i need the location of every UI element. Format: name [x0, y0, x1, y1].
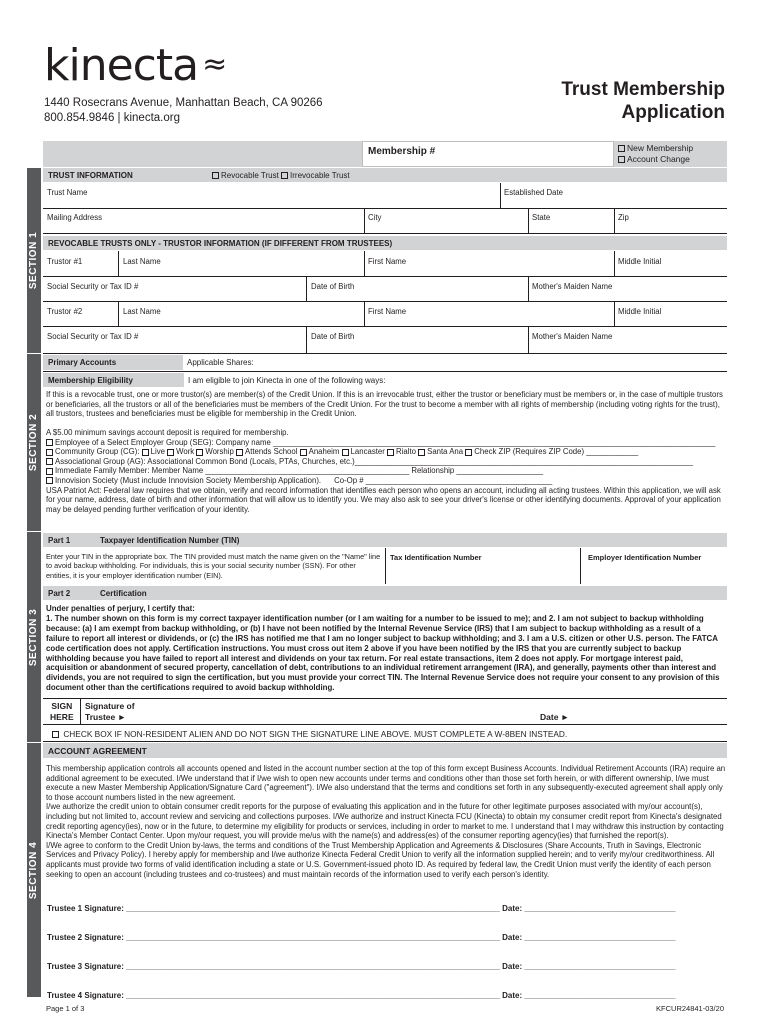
account-agreement-title: ACCOUNT AGREEMENT — [48, 746, 147, 756]
signature-trustee-field[interactable]: Signature of Trustee ► — [85, 701, 135, 722]
page-title: Trust Membership Application — [561, 79, 725, 123]
section-4-bar: SECTION 4 — [27, 743, 41, 997]
zip-field[interactable]: Zip — [618, 213, 629, 222]
cg-work-checkbox[interactable] — [167, 449, 174, 456]
sign-here-label: SIGN HERE — [50, 701, 74, 722]
ag-checkbox[interactable] — [46, 458, 53, 465]
mailing-address-field[interactable]: Mailing Address — [47, 213, 103, 222]
address-line: 1440 Rosecrans Avenue, Manhattan Beach, CA 90266 — [44, 97, 323, 109]
cg-santa-ana-checkbox[interactable] — [418, 449, 425, 456]
cg-anaheim-checkbox[interactable] — [300, 449, 307, 456]
account-change-checkbox[interactable] — [618, 156, 625, 163]
tin-instructions: Enter your TIN in the appropriate box. The TIN provided must match the name given on the "Name" line to avoid backup withholding. For individuals, this is your social security number (SSN). For other entities, it is your employer identification number (EIN). — [46, 552, 381, 580]
trustor2-first-name[interactable]: First Name — [368, 307, 407, 316]
applicable-shares-field[interactable]: Applicable Shares: — [187, 358, 254, 367]
trustor-title: REVOCABLE TRUSTS ONLY - TRUSTOR INFORMATION (IF DIFFERENT FROM TRUSTEES) — [48, 239, 393, 248]
membership-label: Membership # — [368, 146, 436, 157]
eligibility-options: A $5.00 minimum savings account deposit is required for membership. Employee of a Select Employer Group (SEG): Company name ______________________________________________________________________________________________________ Community Group (CG): Live Work Worship Attends School Anaheim Lancaster Rialto Santa Ana Check ZIP (Requires ZIP Code) ____________ Associational Group (AG): Associational Common Bond (Locals, PTAs, Churches, etc.)______________________________________________________________________________ Immediate Family Member: Member Name _______________________________________________ Relationship ____________________ Innovision Society (Must include Innovision Society Membership Application). Co-Op # ___________________________________________ USA Patriot Act: Federal law requires that we obtain, verify and record information that identifies each person who opens an account, including all acting trustees. Within this application, we will ask for your name, address, date of birth and other information that will allow us to identify you. We may also ask to see your driver's license or other identifying documents. Approval of your application may be delayed pending further verification of your identity. — [46, 428, 721, 514]
certification-text: Under penalties of perjury, I certify that: 1. The number shown on this form is my correct taxpayer identification number (or I am waiting for a number to be issued to me); and 2. I am not subject to backup withholding because: (a) I am exempt from backup withholding, or (b) I have not been notified by the Internal Revenue Service (IRS) that I am subject to backup withholding as a result of a failure to report all interest or dividends, or (c) the IRS has notified me that I am no longer subject to backup withholding; and 3. I am a U.S. citizen or other U.S. person. The FATCA code certification does not apply. Certification instructions. You must cross out item 2 above if you have been notified by the IRS that you are currently subject to backup withholding because you have failed to report all interest and dividends on your tax return. For real estate transactions, item 2 does not apply. For mortgage interest paid, acquisition or abandonment of secured property, cancellation of debt, contributions to an individual retirement arrangement (IRA), and generally, payments other than interest and dividends, you are not required to sign the certification, but you must provide your correct TIN. The Internal Revenue Service does not require your consent to any provision of this document other than the certifications required to avoid backup withholding. — [46, 604, 720, 693]
new-membership-checkbox[interactable] — [618, 145, 625, 152]
trustor2-ssn[interactable]: Social Security or Tax ID # — [47, 332, 139, 341]
non-resident-checkbox[interactable] — [52, 731, 59, 738]
trustor2-label: Trustor #2 — [47, 307, 83, 316]
cg-rialto-checkbox[interactable] — [387, 449, 394, 456]
trustor1-last-name[interactable]: Last Name — [123, 257, 161, 266]
trustor2-maiden[interactable]: Mother's Maiden Name — [532, 332, 613, 341]
section-1-bar: SECTION 1 — [27, 168, 41, 353]
agreement-text: This membership application controls all accounts opened and listed in the account number section at the top of this form except Business Accounts. Individual Retirement Accounts (IRA) require an additional agreement to be executed. I/We understand that if I/we wish to open new accounts under terms and conditions other than those set forth herein, or with different ownership, I/we must execute a new Master Membership Application/Signature Card ("agreement"). I/We also understand that the terms and conditions set forth in any subsequently-executed agreement shall apply only to those account numbers listed in the new agreement. I/we authorize the credit union to obtain consumer credit reports for the purpose of evaluating this application and in the future for other legitimate purposes associated with my/our account(s), including but not limited to, account review and servicing and collections purposes. I/We authorize and instruct Kinecta FCU (Kinecta) to obtain my consumer credit report from Kinecta's designated credit reporting agency(ies), now or in the future, to determine my eligibility for products or services, including in order to market to me. I understand that I may withdraw this instruction by contacting Kinecta's Member Contact Center. Upon my/our request, you will provide me/us with the name(s) and address(es) of the consumer reporting agency(ies) that furnished the report(s). I/We agree to conform to the Credit Union by-laws, the terms and conditions of the Trust Membership Application and Agreements & Disclosures (Share Accounts, Truth in Savings, Electronic Services and Privacy Policy). I hereby apply for membership and I/we authorize Kinecta Federal Credit Union to verify all the information supplied herein; and to verify my/our creditworthiness. All applicants must provide two forms of valid identification including a state or U.S. Government-issued photo ID. As required by federal law, the Credit Union must verify the identity of each person seeking to open an account (including trustees and co-trustees) and must maintain records of the information used to verify each person's identity. — [46, 764, 726, 879]
trustor2-dob[interactable]: Date of Birth — [311, 332, 355, 341]
section-2-bar: SECTION 2 — [27, 354, 41, 531]
part2-title: Certification — [100, 589, 147, 598]
non-resident-option: CHECK BOX IF NON-RESIDENT ALIEN AND DO NOT SIGN THE SIGNATURE LINE ABOVE. MUST COMPLETE A W-8BEN INSTEAD. — [52, 729, 567, 739]
trust-name-field[interactable]: Trust Name — [47, 188, 88, 197]
trustee-4-signature[interactable]: Trustee 4 Signature: ____________________________________________________________________________________ Date: __________________________________ — [47, 991, 676, 1000]
address-block — [44, 96, 323, 126]
irrevocable-checkbox[interactable] — [281, 172, 288, 179]
membership-options: New Membership Account Change — [618, 143, 693, 164]
trustor2-last-name[interactable]: Last Name — [123, 307, 161, 316]
trustor1-middle-initial[interactable]: Middle Initial — [618, 257, 662, 266]
cg-school-checkbox[interactable] — [236, 449, 243, 456]
city-field[interactable]: City — [368, 213, 382, 222]
family-checkbox[interactable] — [46, 468, 53, 475]
revocable-checkbox[interactable] — [212, 172, 219, 179]
part1-label: Part 1 — [48, 536, 71, 545]
seg-checkbox[interactable] — [46, 439, 53, 446]
trustor2-middle-initial[interactable]: Middle Initial — [618, 307, 662, 316]
trustor1-first-name[interactable]: First Name — [368, 257, 407, 266]
cert-date-field[interactable]: Date ► — [540, 712, 570, 722]
cg-worship-checkbox[interactable] — [196, 449, 203, 456]
cg-zip-checkbox[interactable] — [465, 449, 472, 456]
trust-type-options: Revocable Trust Irrevocable Trust — [212, 171, 350, 180]
cg-checkbox[interactable] — [46, 449, 53, 456]
established-date-field[interactable]: Established Date — [504, 188, 563, 197]
part1-title: Taxpayer Identification Number (TIN) — [100, 536, 240, 545]
primary-accounts-label: Primary Accounts — [48, 358, 117, 367]
page-number: Page 1 of 3 — [46, 1004, 85, 1013]
contact-line: 800.854.9846 | kinecta.org — [44, 112, 180, 124]
state-field[interactable]: State — [532, 213, 551, 222]
form-code: KFCUR24841-03/20 — [656, 1004, 724, 1013]
trustee-1-signature[interactable]: Trustee 1 Signature: ____________________________________________________________________________________ Date: __________________________________ — [47, 904, 676, 913]
part2-label: Part 2 — [48, 589, 71, 598]
eligibility-text: I am eligible to join Kinecta in one of the following ways: — [188, 376, 386, 385]
trustee-3-signature[interactable]: Trustee 3 Signature: ____________________________________________________________________________________ Date: __________________________________ — [47, 962, 676, 971]
trustor1-dob[interactable]: Date of Birth — [311, 282, 355, 291]
eligibility-label: Membership Eligibility — [48, 376, 133, 385]
trust-info-title: TRUST INFORMATION — [48, 171, 133, 180]
section-3-bar: SECTION 3 — [27, 532, 41, 742]
trustee-2-signature[interactable]: Trustee 2 Signature: ____________________________________________________________________________________ Date: __________________________________ — [47, 933, 676, 942]
trust-eligibility-paragraph: If this is a revocable trust, one or more trustor(s) are member(s) of the Credit Union. If this is an irrevocable trust, either the trustor or beneficiary must be members or, in the case of multiple trustors or beneficiaries, all the trustors or all of the beneficiaries must be members of the Credit Union. For the trust to become a member with all rights of membership (including voting rights for the trust), all trustors, trustees and beneficiaries must be eligible for membership in the Credit Union. — [46, 390, 723, 419]
cg-lancaster-checkbox[interactable] — [342, 449, 349, 456]
cg-live-checkbox[interactable] — [142, 449, 149, 456]
trustee-signatures — [47, 894, 727, 1010]
tax-id-field[interactable]: Tax Identification Number — [390, 553, 482, 562]
innovision-checkbox[interactable] — [46, 477, 53, 484]
trustor1-maiden[interactable]: Mother's Maiden Name — [532, 282, 613, 291]
trust-info-header — [43, 168, 727, 182]
trustor1-ssn[interactable]: Social Security or Tax ID # — [47, 282, 139, 291]
kinecta-logo: kinecta ≈ — [44, 40, 227, 91]
ein-field[interactable]: Employer Identification Number — [588, 553, 702, 562]
trustor1-label: Trustor #1 — [47, 257, 83, 266]
